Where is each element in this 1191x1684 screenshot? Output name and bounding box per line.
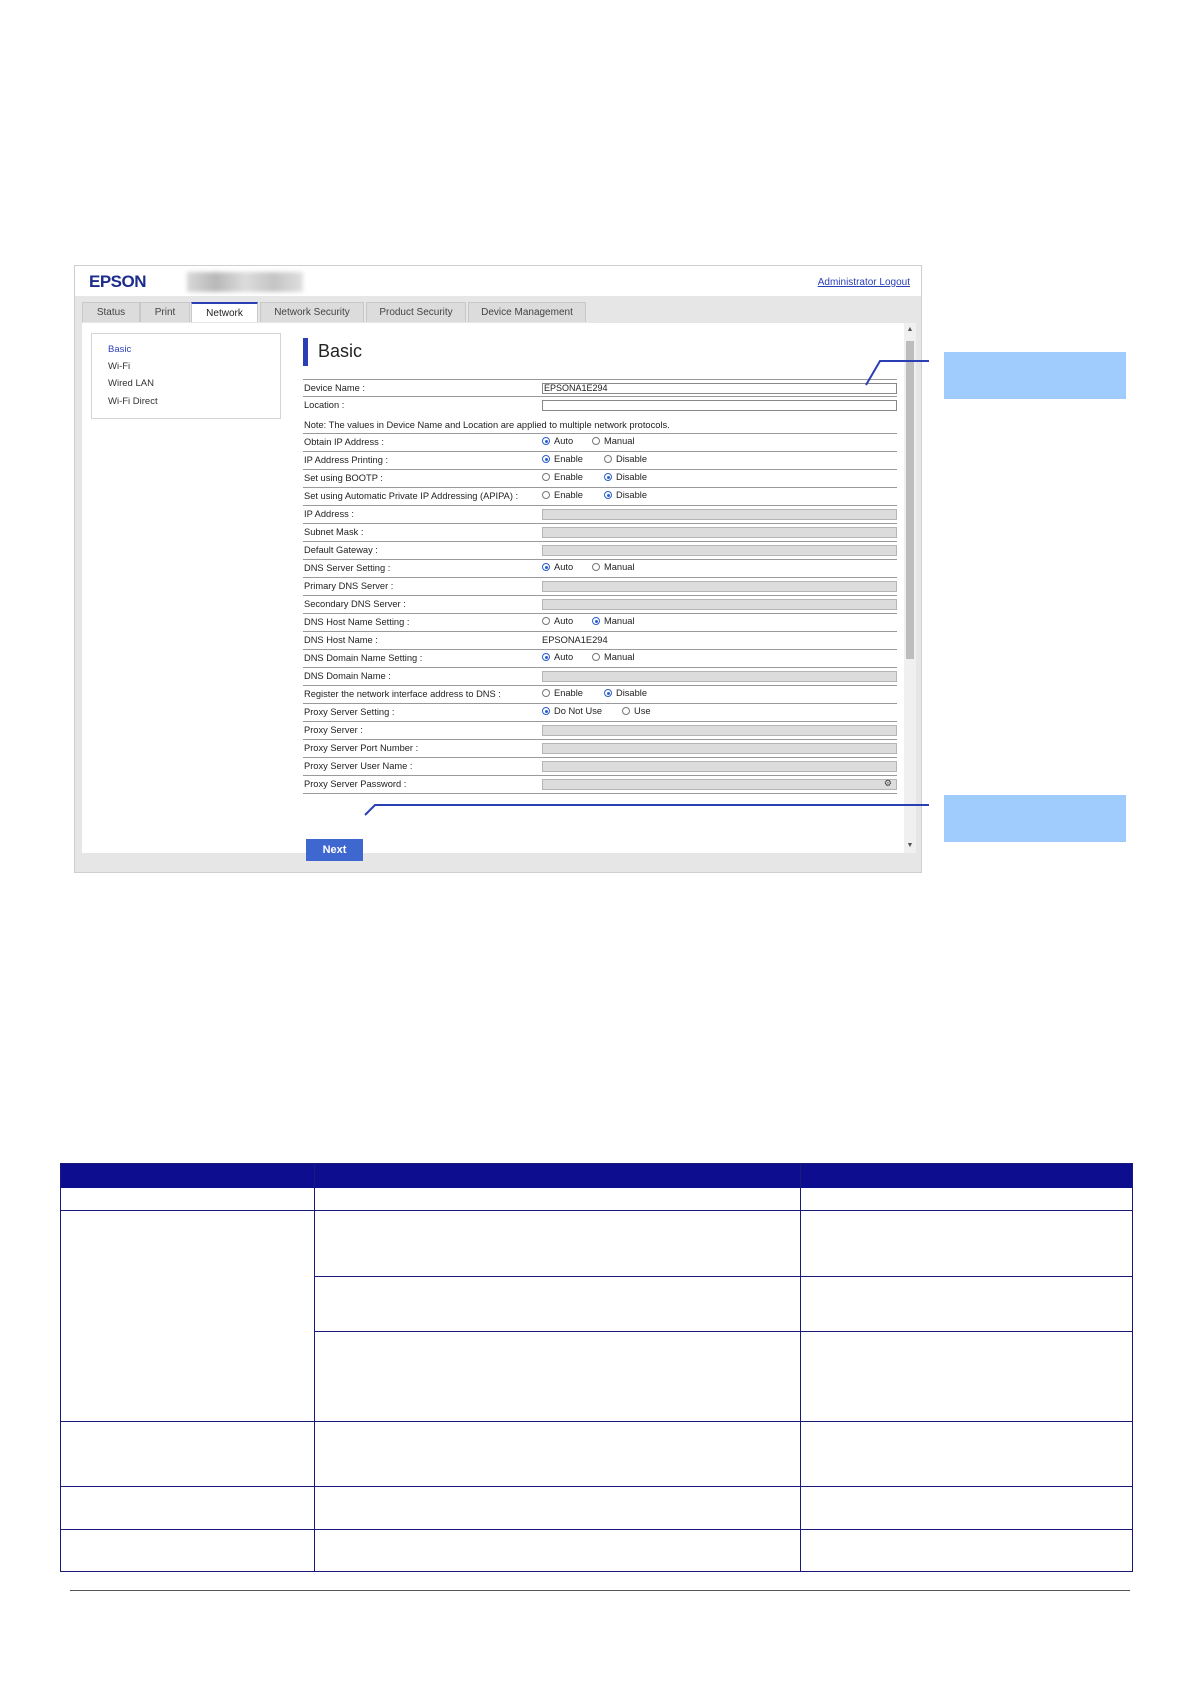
protocol-note: Note: The values in Device Name and Location are applied to multiple network protocols. [304, 420, 670, 430]
obtain-ip-auto-radio[interactable]: Auto [542, 436, 573, 446]
bootp-disable-radio[interactable]: Disable [604, 472, 647, 482]
table-row-line [61, 1529, 1132, 1530]
register-dns-disable-radio[interactable]: Disable [604, 688, 647, 698]
proxy-password-label: Proxy Server Password : [304, 779, 407, 789]
next-button[interactable]: Next [306, 839, 363, 861]
apipa-enable-radio[interactable]: Enable [542, 490, 583, 500]
show-password-icon[interactable]: ⚙ [883, 778, 892, 788]
dns-server-manual-radio[interactable]: Manual [592, 562, 635, 572]
dns-server-setting-label: DNS Server Setting : [304, 563, 391, 573]
bootp-enable-radio[interactable]: Enable [542, 472, 583, 482]
apipa-disable-radio[interactable]: Disable [604, 490, 647, 500]
tab-product-security[interactable]: Product Security [366, 302, 466, 322]
sidebar-item-wifi-direct[interactable]: Wi-Fi Direct [108, 396, 158, 407]
page-title: Basic [318, 341, 363, 361]
scroll-down-icon[interactable]: ▼ [906, 842, 914, 849]
proxy-use-radio[interactable]: Use [622, 706, 651, 716]
table-row-line [314, 1331, 1133, 1332]
table-row-line [61, 1486, 1132, 1487]
device-name-label: Device Name : [304, 383, 365, 393]
default-gateway-label: Default Gateway : [304, 545, 378, 555]
ip-printing-disable-radio[interactable]: Disable [604, 454, 647, 464]
tab-network[interactable]: Network [191, 302, 258, 322]
proxy-port-label: Proxy Server Port Number : [304, 743, 419, 753]
proxy-server-label: Proxy Server : [304, 725, 363, 735]
table-col-divider-2 [800, 1164, 801, 1571]
primary-dns-label: Primary DNS Server : [304, 581, 394, 591]
register-dns-enable-radio[interactable]: Enable [542, 688, 583, 698]
ip-printing-label: IP Address Printing : [304, 455, 389, 465]
obtain-ip-manual-radio[interactable]: Manual [592, 436, 635, 446]
sidebar-item-basic[interactable]: Basic [108, 344, 132, 355]
table-header [61, 1164, 1132, 1188]
dns-host-name-value: EPSONA1E294 [542, 635, 608, 645]
apipa-label: Set using Automatic Private IP Addressing (APIPA) : [304, 491, 519, 501]
subnet-mask-label: Subnet Mask : [304, 527, 364, 537]
obtain-ip-label: Obtain IP Address : [304, 437, 384, 447]
proxy-user-label: Proxy Server User Name : [304, 761, 413, 771]
callout-line-1 [866, 361, 929, 385]
table-col-divider-1 [314, 1164, 315, 1571]
tab-device-management[interactable]: Device Management [468, 302, 586, 322]
sidebar-item-wired-lan[interactable]: Wired LAN [108, 378, 154, 389]
dns-host-name-label: DNS Host Name : [304, 635, 378, 645]
ip-address-label: IP Address : [304, 509, 354, 519]
proxy-setting-label: Proxy Server Setting : [304, 707, 395, 717]
settings-table [60, 1163, 1133, 1572]
table-row-line [314, 1276, 1133, 1277]
dns-host-setting-label: DNS Host Name Setting : [304, 617, 410, 627]
ip-printing-enable-radio[interactable]: Enable [542, 454, 583, 464]
footer-rule [70, 1590, 1130, 1591]
bootp-label: Set using BOOTP : [304, 473, 383, 483]
location-label: Location : [304, 400, 345, 410]
tab-network-security[interactable]: Network Security [260, 302, 364, 322]
dns-server-auto-radio[interactable]: Auto [542, 562, 573, 572]
epson-logo: EPSON [89, 272, 147, 291]
scroll-up-icon[interactable]: ▲ [906, 326, 914, 333]
device-name-input[interactable]: EPSONA1E294 [542, 383, 897, 394]
dns-host-manual-radio[interactable]: Manual [592, 616, 635, 626]
tab-print[interactable]: Print [140, 302, 190, 322]
secondary-dns-label: Secondary DNS Server : [304, 599, 406, 609]
callout-line-2 [365, 805, 929, 815]
dns-domain-setting-label: DNS Domain Name Setting : [304, 653, 423, 663]
dns-domain-auto-radio[interactable]: Auto [542, 652, 573, 662]
sidebar-item-wifi[interactable]: Wi-Fi [108, 361, 131, 372]
dns-domain-manual-radio[interactable]: Manual [592, 652, 635, 662]
tab-status[interactable]: Status [82, 302, 140, 322]
table-row-line [61, 1210, 1132, 1211]
proxy-do-not-use-radio[interactable]: Do Not Use [542, 706, 602, 716]
dns-host-auto-radio[interactable]: Auto [542, 616, 573, 626]
register-dns-label: Register the network interface address to DNS : [304, 689, 501, 699]
dns-domain-name-label: DNS Domain Name : [304, 671, 391, 681]
table-row-line [61, 1421, 1132, 1422]
administrator-logout-link[interactable]: Administrator Logout [817, 277, 910, 288]
